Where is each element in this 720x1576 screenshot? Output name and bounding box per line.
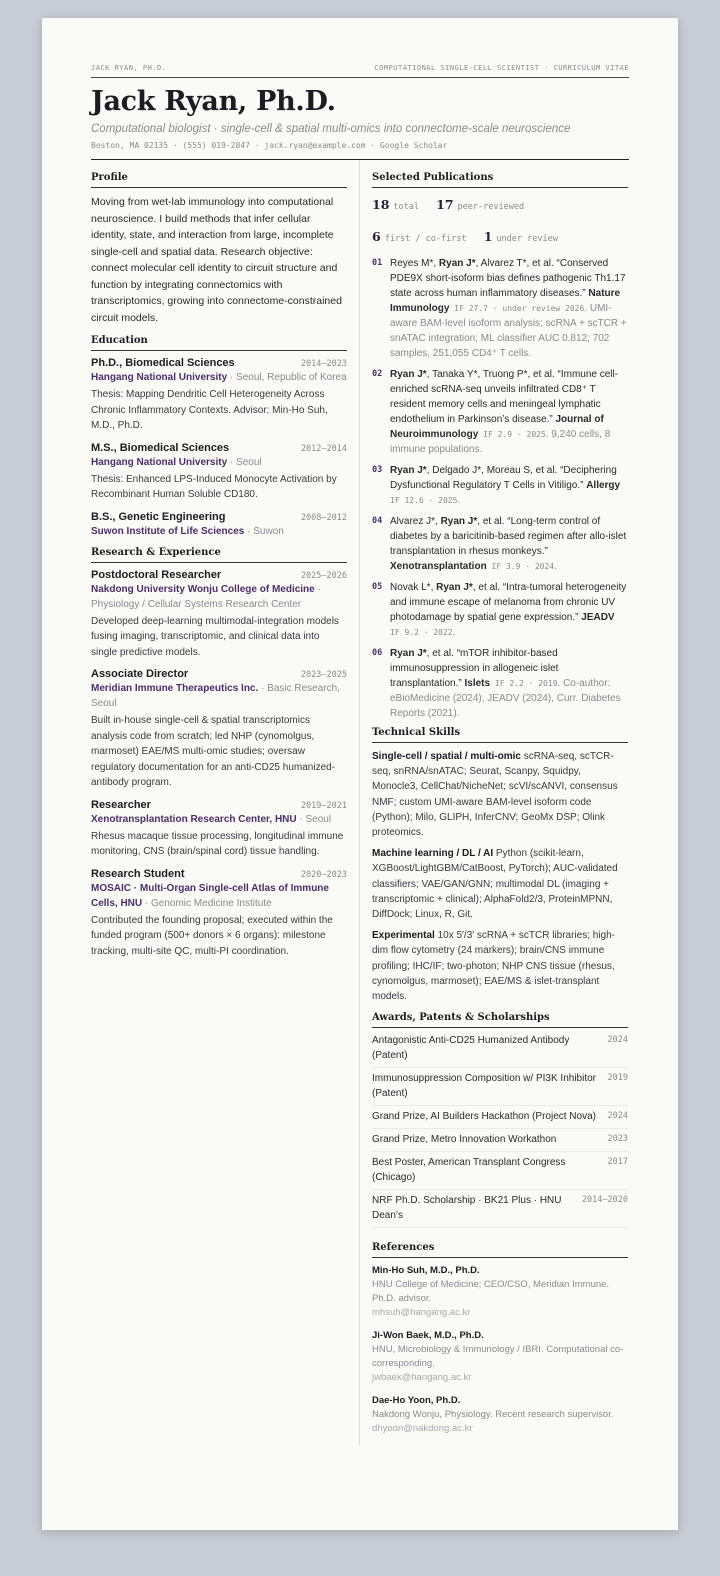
citation-note: . Co-author: eBioMedicine (2024), JEADV (2024), Curr. Diabetes Reports (2021). xyxy=(390,678,621,719)
experience-heading: Research & Experience xyxy=(91,547,347,563)
institution-name: Hangang National University xyxy=(91,456,228,468)
entry-institution xyxy=(91,812,347,827)
stat-label: peer-reviewed xyxy=(457,202,525,212)
publications-heading: Selected Publications xyxy=(372,172,628,188)
skill-category: Machine learning / DL / AI xyxy=(372,848,494,860)
entry-description: Rhesus macaque tissue processing, longitudinal immune monitoring, CNS (brain/spinal cord) tissue handling. xyxy=(91,830,344,857)
entry-description: Thesis: Mapping Dendritic Cell Heterogeneity Across Chronic Inflammatory Contexts. Advisor: Min-Ho Suh, M.D., Ph.D. xyxy=(91,389,328,431)
experience-entry xyxy=(91,799,347,860)
award-item xyxy=(372,1030,628,1068)
institution-name: Hangang National University xyxy=(91,372,228,383)
entry-title: Postdoctoral Researcher xyxy=(91,568,222,581)
institution-name: Meridian Immune Therapeutics Inc. xyxy=(91,683,259,694)
references-heading: References xyxy=(372,1242,628,1258)
reference-affiliation: HNU, Microbiology & Immunology / IBRI. Computational co-corresponding. xyxy=(372,1344,624,1370)
institution-name: Suwon Institute of Life Sciences xyxy=(91,525,245,537)
award-item xyxy=(372,1068,628,1106)
skill-group xyxy=(372,749,628,840)
award-year: 2023 xyxy=(607,1134,628,1145)
publication-number: 02 xyxy=(372,369,383,379)
award-name: Grand Prize, AI Builders Hackathon (Project Nova) xyxy=(372,1111,596,1123)
right-column xyxy=(372,160,628,1445)
entry-header xyxy=(91,569,347,581)
citation-impact-factor: IF 2.9 · 2025 xyxy=(478,430,546,439)
publication-number: 03 xyxy=(372,465,383,475)
institution-location: · Suwon xyxy=(244,525,284,537)
reference-item xyxy=(372,1329,628,1385)
citation-impact-factor: IF 12.6 · 2025 xyxy=(390,496,458,505)
experience-entry xyxy=(91,668,347,791)
institution-name: Xenotransplantation Research Center, HNU xyxy=(91,813,297,825)
citation-title: , et al. “Intra-tumoral heterogeneity and immune escape of melanoma from chronic UV photodamage by spatial gene expression.” xyxy=(390,582,627,623)
education-list xyxy=(91,357,347,539)
entry-title: B.S., Genetic Engineering xyxy=(91,510,226,523)
institution-location: · Genomic Medicine Institute xyxy=(142,897,272,909)
publication-citation xyxy=(390,580,628,640)
publication-number: 01 xyxy=(372,258,383,268)
cv-tagline: Computational biologist · single-cell & spatial multi-omics into connectome-scale neuroscience xyxy=(91,123,571,135)
award-year: 2024 xyxy=(607,1035,628,1046)
citation-note: . UMI-aware BAM-level isoform analysis; scRNA + scTCR + snATAC integration; ML classifier AUC 0.812; 702 samples, 251,055 CD4⁺ T cells. xyxy=(390,303,627,359)
profile-heading: Profile xyxy=(91,172,347,188)
running-header-title: COMPUTATIONAL SINGLE-CELL SCIENTIST · CURRICULUM VITAE xyxy=(374,64,629,72)
award-item xyxy=(372,1152,628,1190)
publication-item xyxy=(372,463,628,508)
entry-title: Ph.D., Biomedical Sciences xyxy=(91,357,235,369)
institution-location: · Seoul, Republic of Korea xyxy=(227,372,347,383)
reference-item xyxy=(372,1264,628,1320)
institution-name: MOSAIC · Multi-Organ Single-cell Atlas of Immune Cells, HNU xyxy=(91,882,329,909)
institution-location: · Physiology / Cellular Systems Research Center xyxy=(91,583,321,610)
citation-note: . xyxy=(452,627,456,638)
award-year: 2024 xyxy=(607,1111,628,1122)
entry-institution xyxy=(91,370,347,385)
running-header-name: JACK RYAN, PH.D. xyxy=(91,64,167,72)
entry-date: 2025–2026 xyxy=(300,570,347,581)
column-divider xyxy=(359,160,360,1445)
stat-number: 6 xyxy=(372,229,381,244)
stat-label: under review xyxy=(496,234,558,244)
award-item xyxy=(372,1190,628,1228)
entry-description: Developed deep-learning multimodal-integration models fusing imaging, transcriptomic, and clinical data into single predictive models. xyxy=(91,615,339,658)
entry-header xyxy=(91,442,347,454)
stat-number: 18 xyxy=(372,197,390,212)
skill-details: Python (scikit-learn, XGBoost/LightGBM/CatBoost, PyTorch); AUC-validated classifiers; VAE/GAN/GNN; multimodal DL (imaging + transcriptomic + clinical); AlphaFold2/3, ProteinMPNN, DiffDock; Linux, R, Git. xyxy=(372,848,618,921)
citation-journal: Xenotransplantation xyxy=(390,561,487,572)
skill-group xyxy=(372,928,628,1004)
entry-institution xyxy=(91,681,347,711)
stat-number: 17 xyxy=(436,197,454,212)
award-item xyxy=(372,1129,628,1152)
citation-authors-before: Novak L*, xyxy=(390,582,437,593)
entry-header xyxy=(91,868,347,880)
publication-citation xyxy=(390,256,628,361)
reference-affiliation: Nakdong Wonju, Physiology. Recent research supervisor. xyxy=(372,1409,614,1421)
citation-self-author: Ryan J* xyxy=(438,258,476,269)
citation-journal: Islets xyxy=(464,678,491,689)
publication-number: 04 xyxy=(372,516,383,526)
entry-description: Thesis: Enhanced LPS-Induced Monocyte Activation by Recombinant Human Soluble CD180. xyxy=(91,473,337,500)
award-year: 2019 xyxy=(607,1073,628,1084)
publication-citation xyxy=(390,646,628,721)
stat-number: 1 xyxy=(483,229,493,244)
entry-date: 2019–2021 xyxy=(300,800,347,811)
citation-authors-before: Reyes M*, xyxy=(390,258,439,269)
entry-title: Researcher xyxy=(91,798,151,811)
experience-entry xyxy=(91,868,347,960)
entry-description: Contributed the founding proposal; executed within the funded program (500+ donors × 6 organs): milestone tracking, multi-site QC, multi-PI coordination. xyxy=(91,914,333,957)
citation-title: , et al. “mTOR inhibitor-based immunosuppression in allogeneic islet transplantation.” xyxy=(390,648,559,689)
awards-heading: Awards, Patents & Scholarships xyxy=(372,1012,628,1028)
reference-name: Dae-Ho Yoon, Ph.D. xyxy=(372,1395,461,1407)
citation-self-author: Ryan J* xyxy=(390,465,427,476)
publication-item xyxy=(372,646,628,721)
publication-list xyxy=(372,256,628,721)
citation-title: , et al. “Long-term control of diabetes by a baricitinib-based regimen after allo-islet transplantation in rhesus monkeys.” xyxy=(390,516,627,557)
award-year: 2014–2020 xyxy=(581,1195,628,1206)
profile-text: Moving from wet-lab immunology into computational neuroscience. I build methods that infer cellular identity, state, and interaction from large, incomplete single-cell and spatial data. Research objective: connect molecular cell identity to circuit structure and function by integrating connectomics with transcriptomics, growing into connectome-constrained circuit models. xyxy=(91,196,342,324)
entry-title: Research Student xyxy=(91,867,185,880)
entry-title: Associate Director xyxy=(91,668,189,680)
education-entry xyxy=(91,357,347,434)
institution-name: Nakdong University Wonju College of Medicine xyxy=(91,583,315,595)
reference-affiliation: HNU College of Medicine; CEO/CSO, Meridian Immune. Ph.D. advisor. xyxy=(372,1279,610,1305)
education-entry xyxy=(91,442,347,503)
entry-header xyxy=(91,668,347,680)
cv-page xyxy=(42,18,678,1530)
cv-name: Jack Ryan, Ph.D. xyxy=(91,86,336,117)
reference-email[interactable]: mhsuh@hangang.ac.kr xyxy=(372,1307,471,1319)
award-name: Antagonistic Anti-CD25 Humanized Antibody (Patent) xyxy=(372,1035,570,1062)
entry-title: M.S., Biomedical Sciences xyxy=(91,441,230,454)
citation-journal: JEADV xyxy=(581,612,615,623)
publication-item xyxy=(372,580,628,640)
publication-item xyxy=(372,256,628,361)
awards-list xyxy=(372,1030,628,1228)
citation-journal: Nature Immunology xyxy=(390,288,621,314)
citation-self-author: Ryan J* xyxy=(390,648,427,659)
references-list xyxy=(372,1264,628,1436)
citation-authors-before: Alvarez J*, xyxy=(390,516,441,527)
publication-stats xyxy=(372,190,628,254)
institution-location: · Basic Research, Seoul xyxy=(91,683,340,709)
skill-details: scRNA-seq, scTCR-seq, snRNA/snATAC; Seurat, Scanpy, Squidpy, Monocle3, CellChat/NicheNet; scVI/scANVI, consensus NMF; custom UMI-aware BAM-level isoform code (Python); Milo, GLIPH, InferCNV; GeoMx DSP; Olink proteomics. xyxy=(372,751,618,839)
left-column xyxy=(91,160,347,1445)
skill-group xyxy=(372,846,628,922)
experience-list xyxy=(91,569,347,960)
citation-title: , Alvarez T*, et al. “Conserved PDE9X short-isoform bias defines pathogenic Th1.17 state across human inflammatory diseases.” xyxy=(390,258,626,299)
citation-impact-factor: IF 3.9 · 2024 xyxy=(486,562,555,571)
reference-email[interactable]: dhyoon@nakdong.ac.kr xyxy=(372,1423,473,1435)
stat-label: first / co-first xyxy=(384,234,467,244)
citation-journal: Allergy xyxy=(586,480,621,491)
institution-location: · Seoul xyxy=(296,813,332,825)
skill-category: Experimental xyxy=(372,930,435,942)
entry-institution xyxy=(91,455,347,470)
citation-note: . xyxy=(554,561,557,572)
citation-self-author: Ryan J* xyxy=(436,582,473,593)
entry-date: 2023–2025 xyxy=(300,670,347,680)
entry-description: Built in-house single-cell & spatial transcriptomics analysis code from scratch; led NHP (cynomolgus, marmoset) EAE/MS multi-omic studies; oversaw regulatory documentation for an anti-CD25 humanized-antibody program. xyxy=(91,715,336,788)
entry-institution xyxy=(91,881,347,911)
entry-header xyxy=(91,511,347,523)
entry-header xyxy=(91,799,347,811)
award-year: 2017 xyxy=(607,1157,628,1168)
publication-item xyxy=(372,367,628,457)
publication-number: 05 xyxy=(372,582,383,592)
institution-location: · Seoul xyxy=(227,456,262,468)
stat-label: total xyxy=(393,202,419,212)
award-name: Grand Prize, Metro Innovation Workathon xyxy=(372,1134,557,1146)
award-item xyxy=(372,1106,628,1129)
citation-title: , Delgado J*, Moreau S, et al. “Deciphering Dysfunctional Regulatory T Cells in Vitiligo.” xyxy=(390,465,617,491)
citation-note: . xyxy=(457,495,461,506)
citation-title: , Tanaka Y*, Truong P*, et al. “Immune cell-enriched scRNA-seq unveils infiltrated CD8⁺ T resident memory cells and meningeal lymphatic endothelium in Parkinson’s disease.” xyxy=(390,369,619,425)
entry-date: 2020–2023 xyxy=(300,869,347,880)
citation-self-author: Ryan J* xyxy=(390,369,427,380)
reference-email[interactable]: jwbaek@hangang.ac.kr xyxy=(372,1372,472,1384)
award-name: Best Poster, American Transplant Congress (Chicago) xyxy=(372,1157,566,1184)
publication-citation xyxy=(390,367,628,457)
running-header xyxy=(91,64,629,78)
citation-impact-factor: IF 27.7 · under review 2026 xyxy=(449,304,585,313)
publication-item xyxy=(372,514,628,574)
entry-institution xyxy=(91,524,347,539)
education-entry xyxy=(91,511,347,539)
skill-details: 10x 5′/3′ scRNA + scTCR libraries; high-dim flow cytometry (24 markers); brain/CNS immune profiling; IHC/IF; two-photon; NHP CNS tissue (rhesus, cynomolgus, marmoset); EAE/MS & islet-transplant models. xyxy=(372,930,616,1003)
award-name: Immunosuppression Composition w/ PI3K Inhibitor (Patent) xyxy=(372,1073,596,1100)
reference-name: Min-Ho Suh, M.D., Ph.D. xyxy=(372,1265,480,1277)
citation-impact-factor: IF 2.2 · 2019 xyxy=(490,679,558,688)
entry-date: 2012–2014 xyxy=(300,443,347,454)
publication-citation xyxy=(390,463,628,508)
reference-name: Ji-Won Baek, M.D., Ph.D. xyxy=(372,1330,484,1342)
award-name: NRF Ph.D. Scholarship · BK21 Plus · HNU Dean’s xyxy=(372,1195,562,1222)
entry-header xyxy=(91,357,347,369)
citation-impact-factor: IF 9.2 · 2022 xyxy=(390,628,453,637)
experience-entry xyxy=(91,569,347,661)
skills-heading: Technical Skills xyxy=(372,727,628,743)
entry-date: 2014–2023 xyxy=(300,359,347,369)
skills-list xyxy=(372,749,628,1004)
education-heading: Education xyxy=(91,335,347,351)
citation-journal: Journal of Neuroimmunology xyxy=(390,414,604,440)
contact-line: Boston, MA 02135 · (555) 019-2847 · jack.ryan@example.com · Google Scholar xyxy=(91,141,629,160)
entry-institution xyxy=(91,582,347,612)
reference-item xyxy=(372,1394,628,1436)
publication-number: 06 xyxy=(372,648,383,658)
citation-note: . 9,240 cells, 8 immune populations. xyxy=(390,429,611,455)
publication-citation xyxy=(390,514,628,574)
entry-date: 2008–2012 xyxy=(300,512,347,523)
skill-category: Single-cell / spatial / multi-omic xyxy=(372,751,521,762)
citation-self-author: Ryan J* xyxy=(440,516,478,527)
